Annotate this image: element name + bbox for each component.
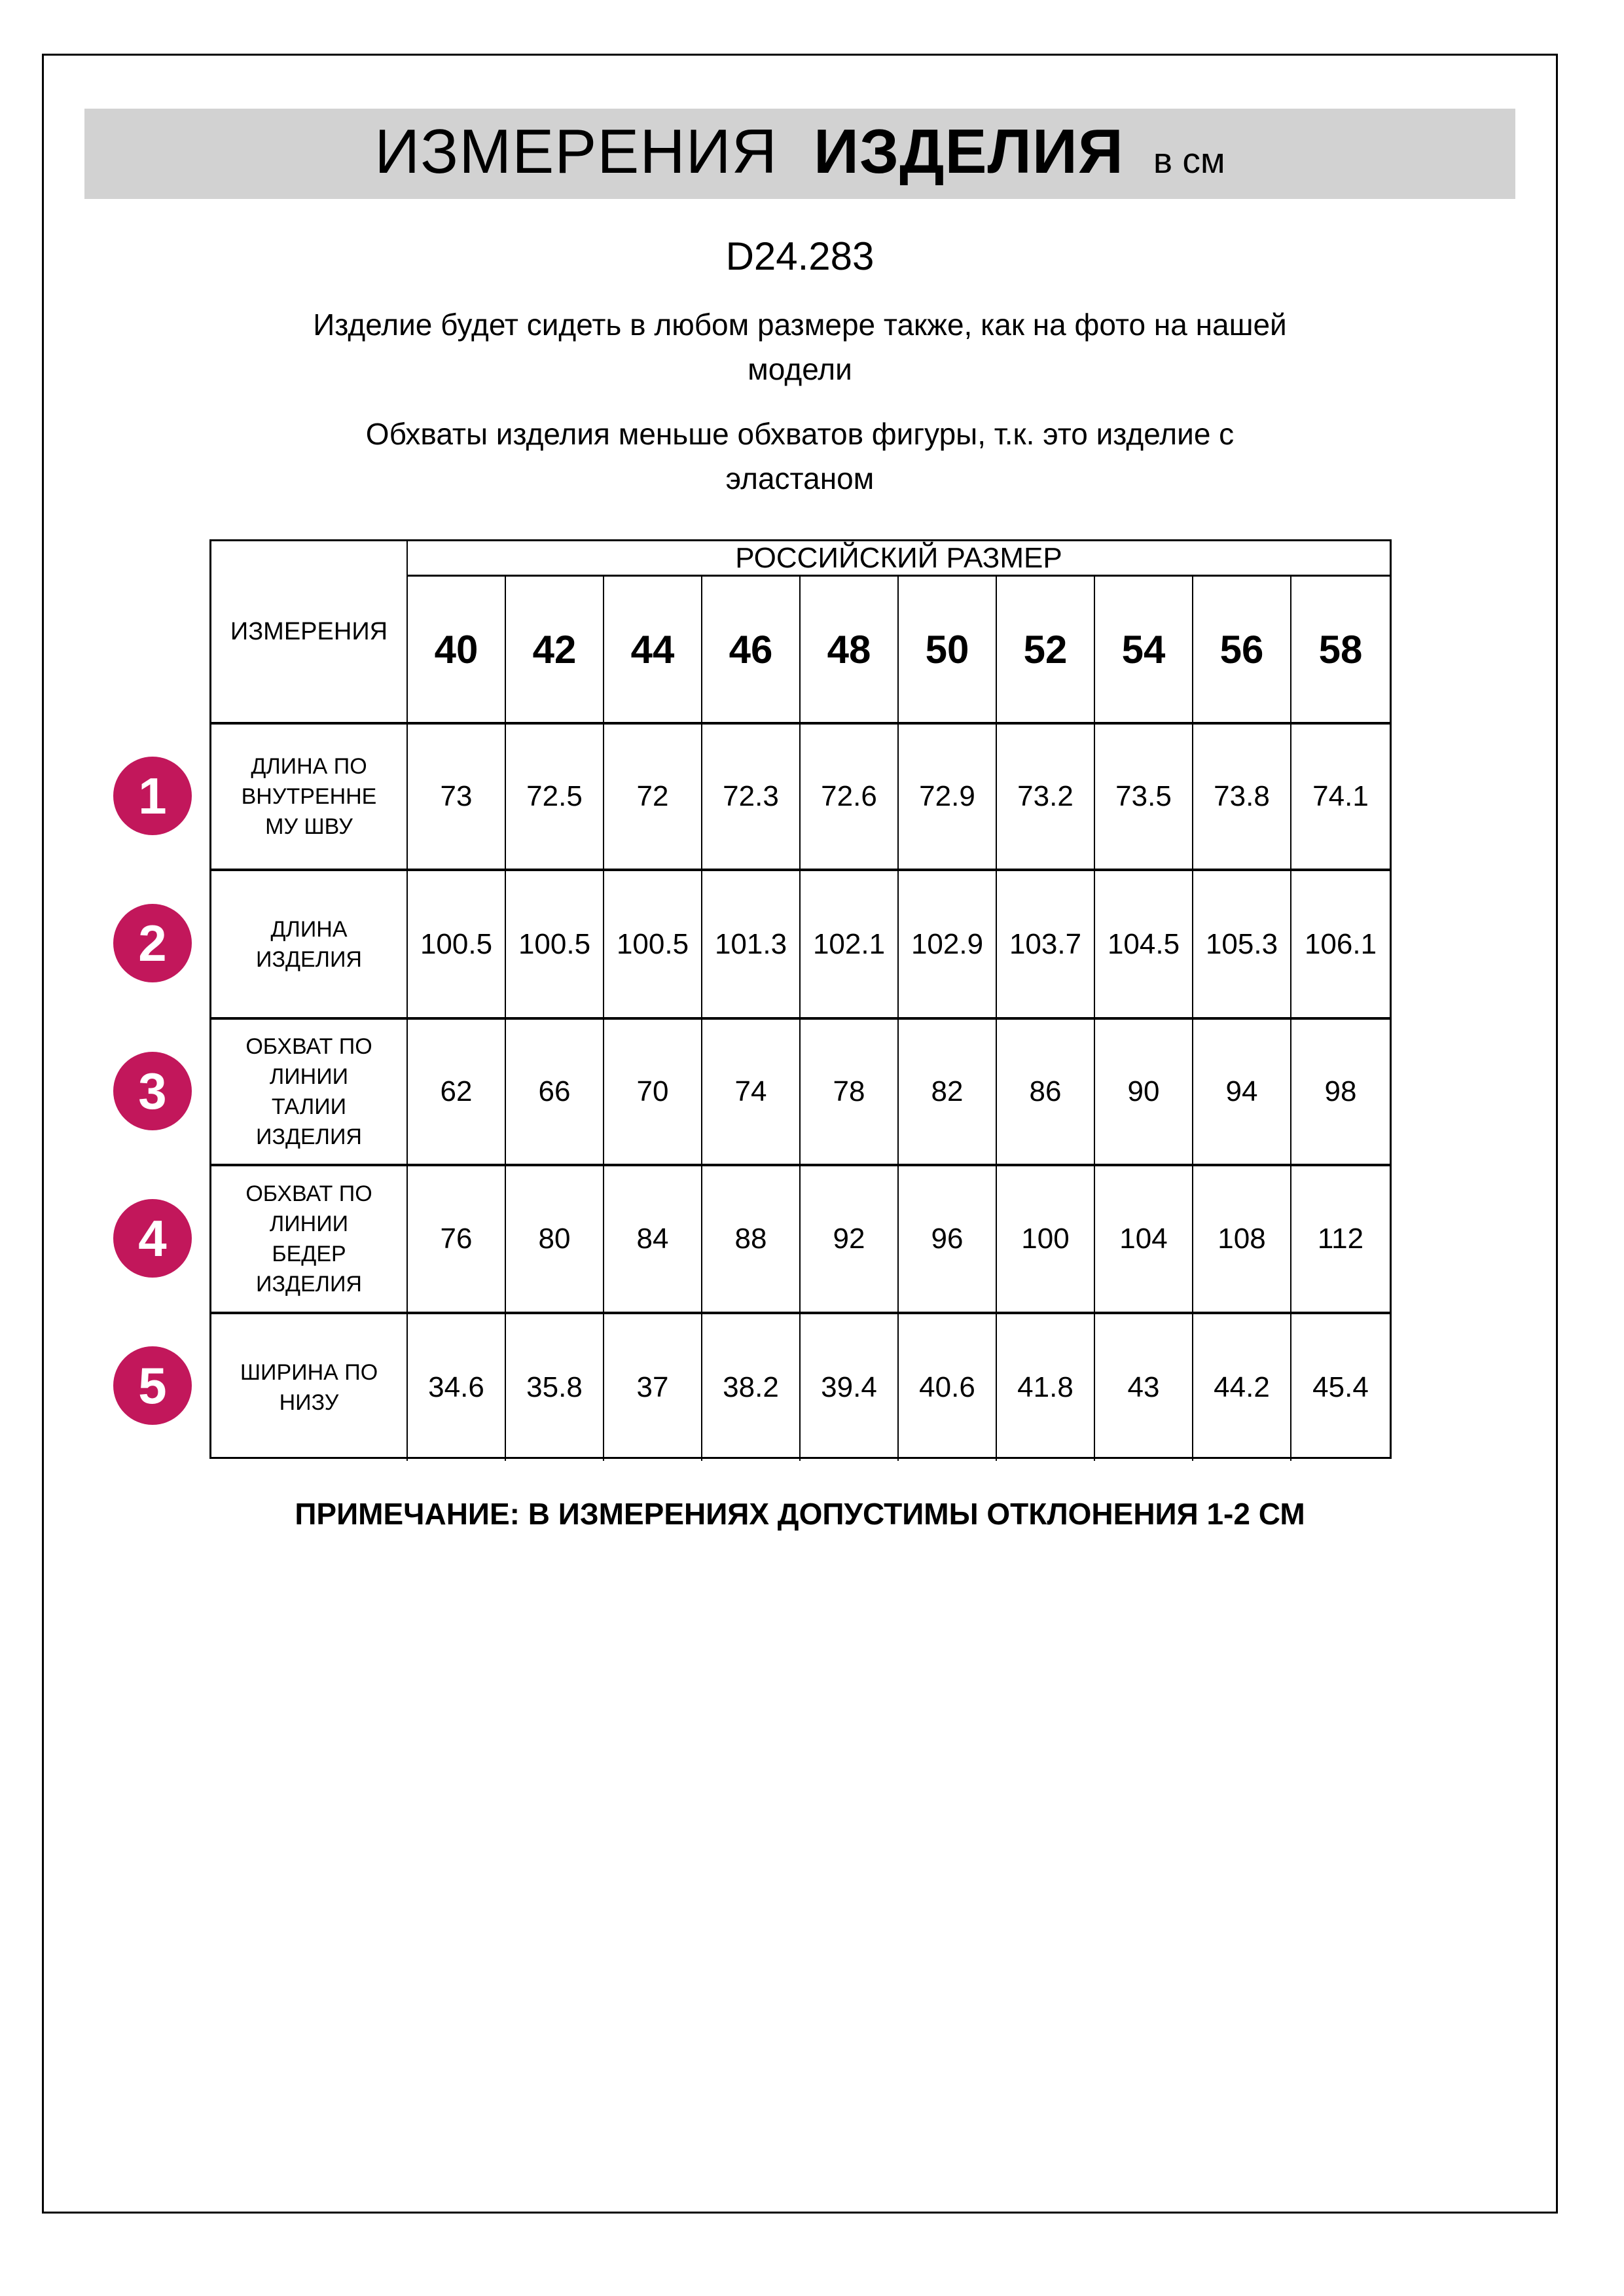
size-value-cell: 100: [997, 1166, 1095, 1314]
row-number-badge-3: 3: [113, 1052, 192, 1130]
measurement-label: ОБХВАТ ПО ЛИНИИ ТАЛИИ ИЗДЕЛИЯ: [211, 1020, 408, 1166]
fit-note-line2: модели: [748, 352, 852, 386]
size-value-cell: 70: [604, 1020, 702, 1166]
size-value-cell: 102.1: [801, 871, 899, 1020]
size-value-cell: 103.7: [997, 871, 1095, 1020]
size-value-cell: 104.5: [1095, 871, 1193, 1020]
size-value-cell: 108: [1193, 1166, 1291, 1314]
size-value-cell: 82: [899, 1020, 997, 1166]
size-value-cell: 44.2: [1193, 1314, 1291, 1461]
measurement-label: ДЛИНА ИЗДЕЛИЯ: [211, 871, 408, 1020]
size-value-cell: 37: [604, 1314, 702, 1461]
row-number-badge-1: 1: [113, 757, 192, 835]
size-value-cell: 106.1: [1291, 871, 1390, 1020]
size-value-cell: 72.6: [801, 725, 899, 871]
fit-note-line1: Изделие будет сидеть в любом размере также, как на фото на нашей: [313, 308, 1287, 342]
size-column-header: 56: [1193, 577, 1291, 725]
size-column-header: 50: [899, 577, 997, 725]
row-number-badge-4: 4: [113, 1199, 192, 1278]
row-number-badge-5: 5: [113, 1346, 192, 1425]
measurement-label: ОБХВАТ ПО ЛИНИИ БЕДЕР ИЗДЕЛИЯ: [211, 1166, 408, 1314]
size-value-cell: 101.3: [702, 871, 801, 1020]
size-value-cell: 76: [408, 1166, 506, 1314]
size-value-cell: 84: [604, 1166, 702, 1314]
measurement-label: ДЛИНА ПО ВНУТРЕННЕ МУ ШВУ: [211, 725, 408, 871]
size-value-cell: 100.5: [408, 871, 506, 1020]
size-value-cell: 34.6: [408, 1314, 506, 1461]
size-value-cell: 92: [801, 1166, 899, 1314]
size-column-header: 54: [1095, 577, 1193, 725]
title-banner: [84, 109, 1515, 199]
product-code: D24.283: [725, 234, 875, 278]
size-value-cell: 100.5: [506, 871, 604, 1020]
size-column-header: 48: [801, 577, 899, 725]
size-column-header: 46: [702, 577, 801, 725]
page-title-emphasis: ИЗДЕЛИЯ: [813, 117, 1124, 187]
size-value-cell: 41.8: [997, 1314, 1095, 1461]
size-column-header: 40: [408, 577, 506, 725]
size-column-header: 42: [506, 577, 604, 725]
size-value-cell: 72.3: [702, 725, 801, 871]
size-value-cell: 98: [1291, 1020, 1390, 1166]
size-value-cell: 74.1: [1291, 725, 1390, 871]
size-value-cell: 72: [604, 725, 702, 871]
page-frame: [42, 54, 1558, 2214]
size-value-cell: 78: [801, 1020, 899, 1166]
size-value-cell: 73.8: [1193, 725, 1291, 871]
size-column-header: 44: [604, 577, 702, 725]
size-value-cell: 86: [997, 1020, 1095, 1166]
size-table: [209, 539, 1392, 1459]
size-value-cell: 104: [1095, 1166, 1193, 1314]
size-column-header: 58: [1291, 577, 1390, 725]
size-value-cell: 72.9: [899, 725, 997, 871]
tolerance-note: ПРИМЕЧАНИЕ: В ИЗМЕРЕНИЯХ ДОПУСТИМЫ ОТКЛОНЕНИЯ 1-2 СМ: [295, 1497, 1305, 1531]
size-value-cell: 35.8: [506, 1314, 604, 1461]
size-value-cell: 39.4: [801, 1314, 899, 1461]
size-value-cell: 73.5: [1095, 725, 1193, 871]
measurement-label: ШИРИНА ПО НИЗУ: [211, 1314, 408, 1461]
size-column-header: 52: [997, 577, 1095, 725]
size-value-cell: 45.4: [1312, 1371, 1369, 1403]
elastane-note: [44, 412, 1556, 501]
size-value-cell: 94: [1193, 1020, 1291, 1166]
russian-size-header: РОССИЙСКИЙ РАЗМЕР: [408, 541, 1390, 577]
size-value-cell: 38.2: [702, 1314, 801, 1461]
size-value-cell: 90: [1095, 1020, 1193, 1166]
size-value-cell: 43: [1095, 1314, 1193, 1461]
size-value-cell: 96: [899, 1166, 997, 1314]
size-value-cell: 73.2: [997, 725, 1095, 871]
elastane-note-line2: эластаном: [725, 461, 875, 495]
size-value-cell: 102.9: [899, 871, 997, 1020]
measurements-corner-cell: ИЗМЕРЕНИЯ: [211, 541, 408, 725]
size-value-cell: 73: [408, 725, 506, 871]
elastane-note-line1: Обхваты изделия меньше обхватов фигуры, т.к. это изделие с: [365, 417, 1235, 451]
size-value-cell: 74: [702, 1020, 801, 1166]
row-number-badge-2: 2: [113, 904, 192, 982]
size-value-cell: 112: [1291, 1166, 1390, 1314]
size-value-cell: 105.3: [1193, 871, 1291, 1020]
page-title-main: ИЗМЕРЕНИЯ: [374, 117, 778, 187]
fit-note: [44, 302, 1556, 391]
page-title-unit: в см: [1153, 140, 1225, 181]
size-value-cell: 80: [506, 1166, 604, 1314]
size-value-cell: 100.5: [604, 871, 702, 1020]
size-value-cell: 66: [506, 1020, 604, 1166]
size-value-cell: 40.6: [899, 1314, 997, 1461]
size-value-cell: 88: [702, 1166, 801, 1314]
size-value-cell: 72.5: [506, 725, 604, 871]
size-value-cell: 62: [408, 1020, 506, 1166]
